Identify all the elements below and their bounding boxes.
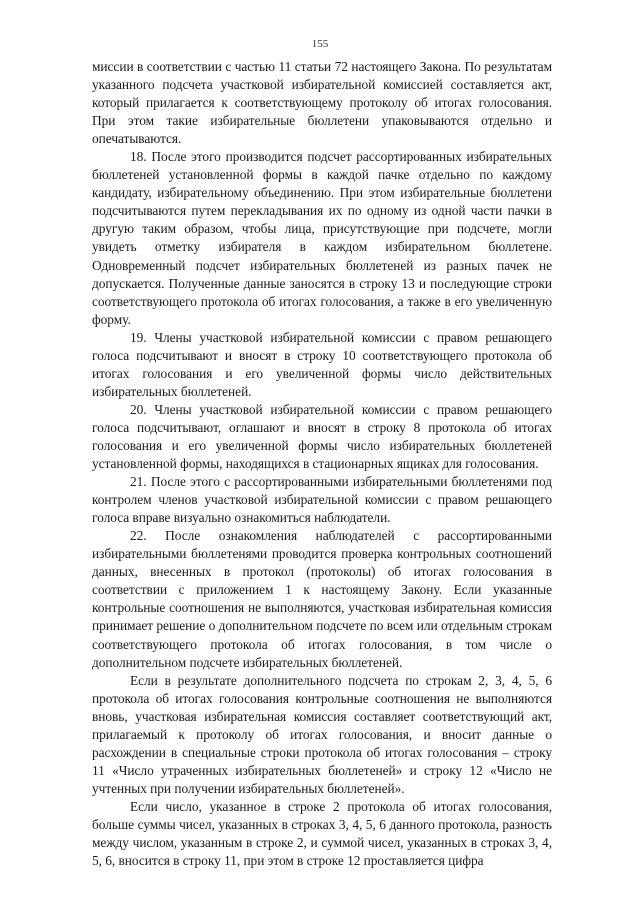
paragraph-22-recount: Если в результате дополнительного подсчета по строкам 2, 3, 4, 5, 6 протокола об итогах голосования контрольные соотношения не выполняются вновь, участковая избирательная комиссия составляет соответствующий акт, прилагаемый к протоколу об итогах голосования, и вносит данные о расхождении в специальные строки протокола об итогах голосования – строку 11 «Число утраченных избирательных бюллетеней» и строку 12 «Число не учтенных при получении избирательных бюллетеней». [92,672,552,796]
paragraph-22-discrepancy: Если число, указанное в строке 2 протокола об итогах голосования, больше суммы чисел, указанных в строках 3, 4, 5, 6 данного протокола, разность между числом, указанным в строке 2, и суммой чисел, указанных в строках 3, 4, 5, 6, вносится в строку 11, при этом в строке 12 проставляется цифра [92,798,552,869]
document-text [92,58,552,870]
page-number: 155 [311,38,329,50]
paragraph-19: 19. Члены участковой избирательной комиссии с правом решающего голоса подсчитывают и вносят в строку 10 соответствующего протокола об итогах голосования и его увеличенной формы число действительных избирательных бюллетеней. [92,329,552,399]
paragraph-20: 20. Члены участковой избирательной комиссии с правом решающего голоса подсчитывают, оглашают и вносят в строку 8 протокола об итогах голосования и его увеличенной формы число избирательных бюллетеней установленной формы, находящихся в стационарных ящиках для голосования. [92,401,552,472]
paragraph-continuation: миссии в соответствии с частью 11 статьи 72 настоящего Закона. По результатам указанного подсчета участковой избирательной комиссией составляется акт, который прилагается к соответствующему протоколу об итогах голосования. При этом такие избирательные бюллетени упаковываются отдельно и опечатываются. [92,59,552,147]
paragraph-22: 22. После ознакомления наблюдателей с рассортированными избирательными бюллетенями проводится проверка контрольных соотношений данных, внесенных в протокол (протоколы) об итогах голосования в соответствии с приложением 1 к настоящему Закону. Если указанные контрольные соотношения не выполняются, участковая избирательная комиссия принимает решение о дополнительном подсчете по всем или отдельным строкам соответствующего протокола об итогах голосования, в том числе о дополнительном подсчете избирательных бюллетеней. [92,528,552,670]
paragraph-18: 18. После этого производится подсчет рассортированных избирательных бюллетеней установленной формы в каждой пачке отдельно по каждому кандидату, избирательному объединению. При этом избирательные бюллетени подсчитываются путем перекладывания их по одному из одной части пачки в другую таким образом, чтобы лица, присутствующие при подсчете, могли увидеть отметку избирателя в каждом избирательном бюллетене. Одновременный подсчет избирательных бюллетеней из разных пачек не допускается. Полученные данные заносятся в строку 13 и последующие строки соответствующего протокола об итогах голосования, а также в его увеличенную форму. [92,149,552,327]
paragraph-21: 21. После этого с рассортированными избирательными бюллетенями под контролем членов участковой избирательной комиссии с правом решающего голоса вправе визуально ознакомиться наблюдатели. [92,474,552,526]
